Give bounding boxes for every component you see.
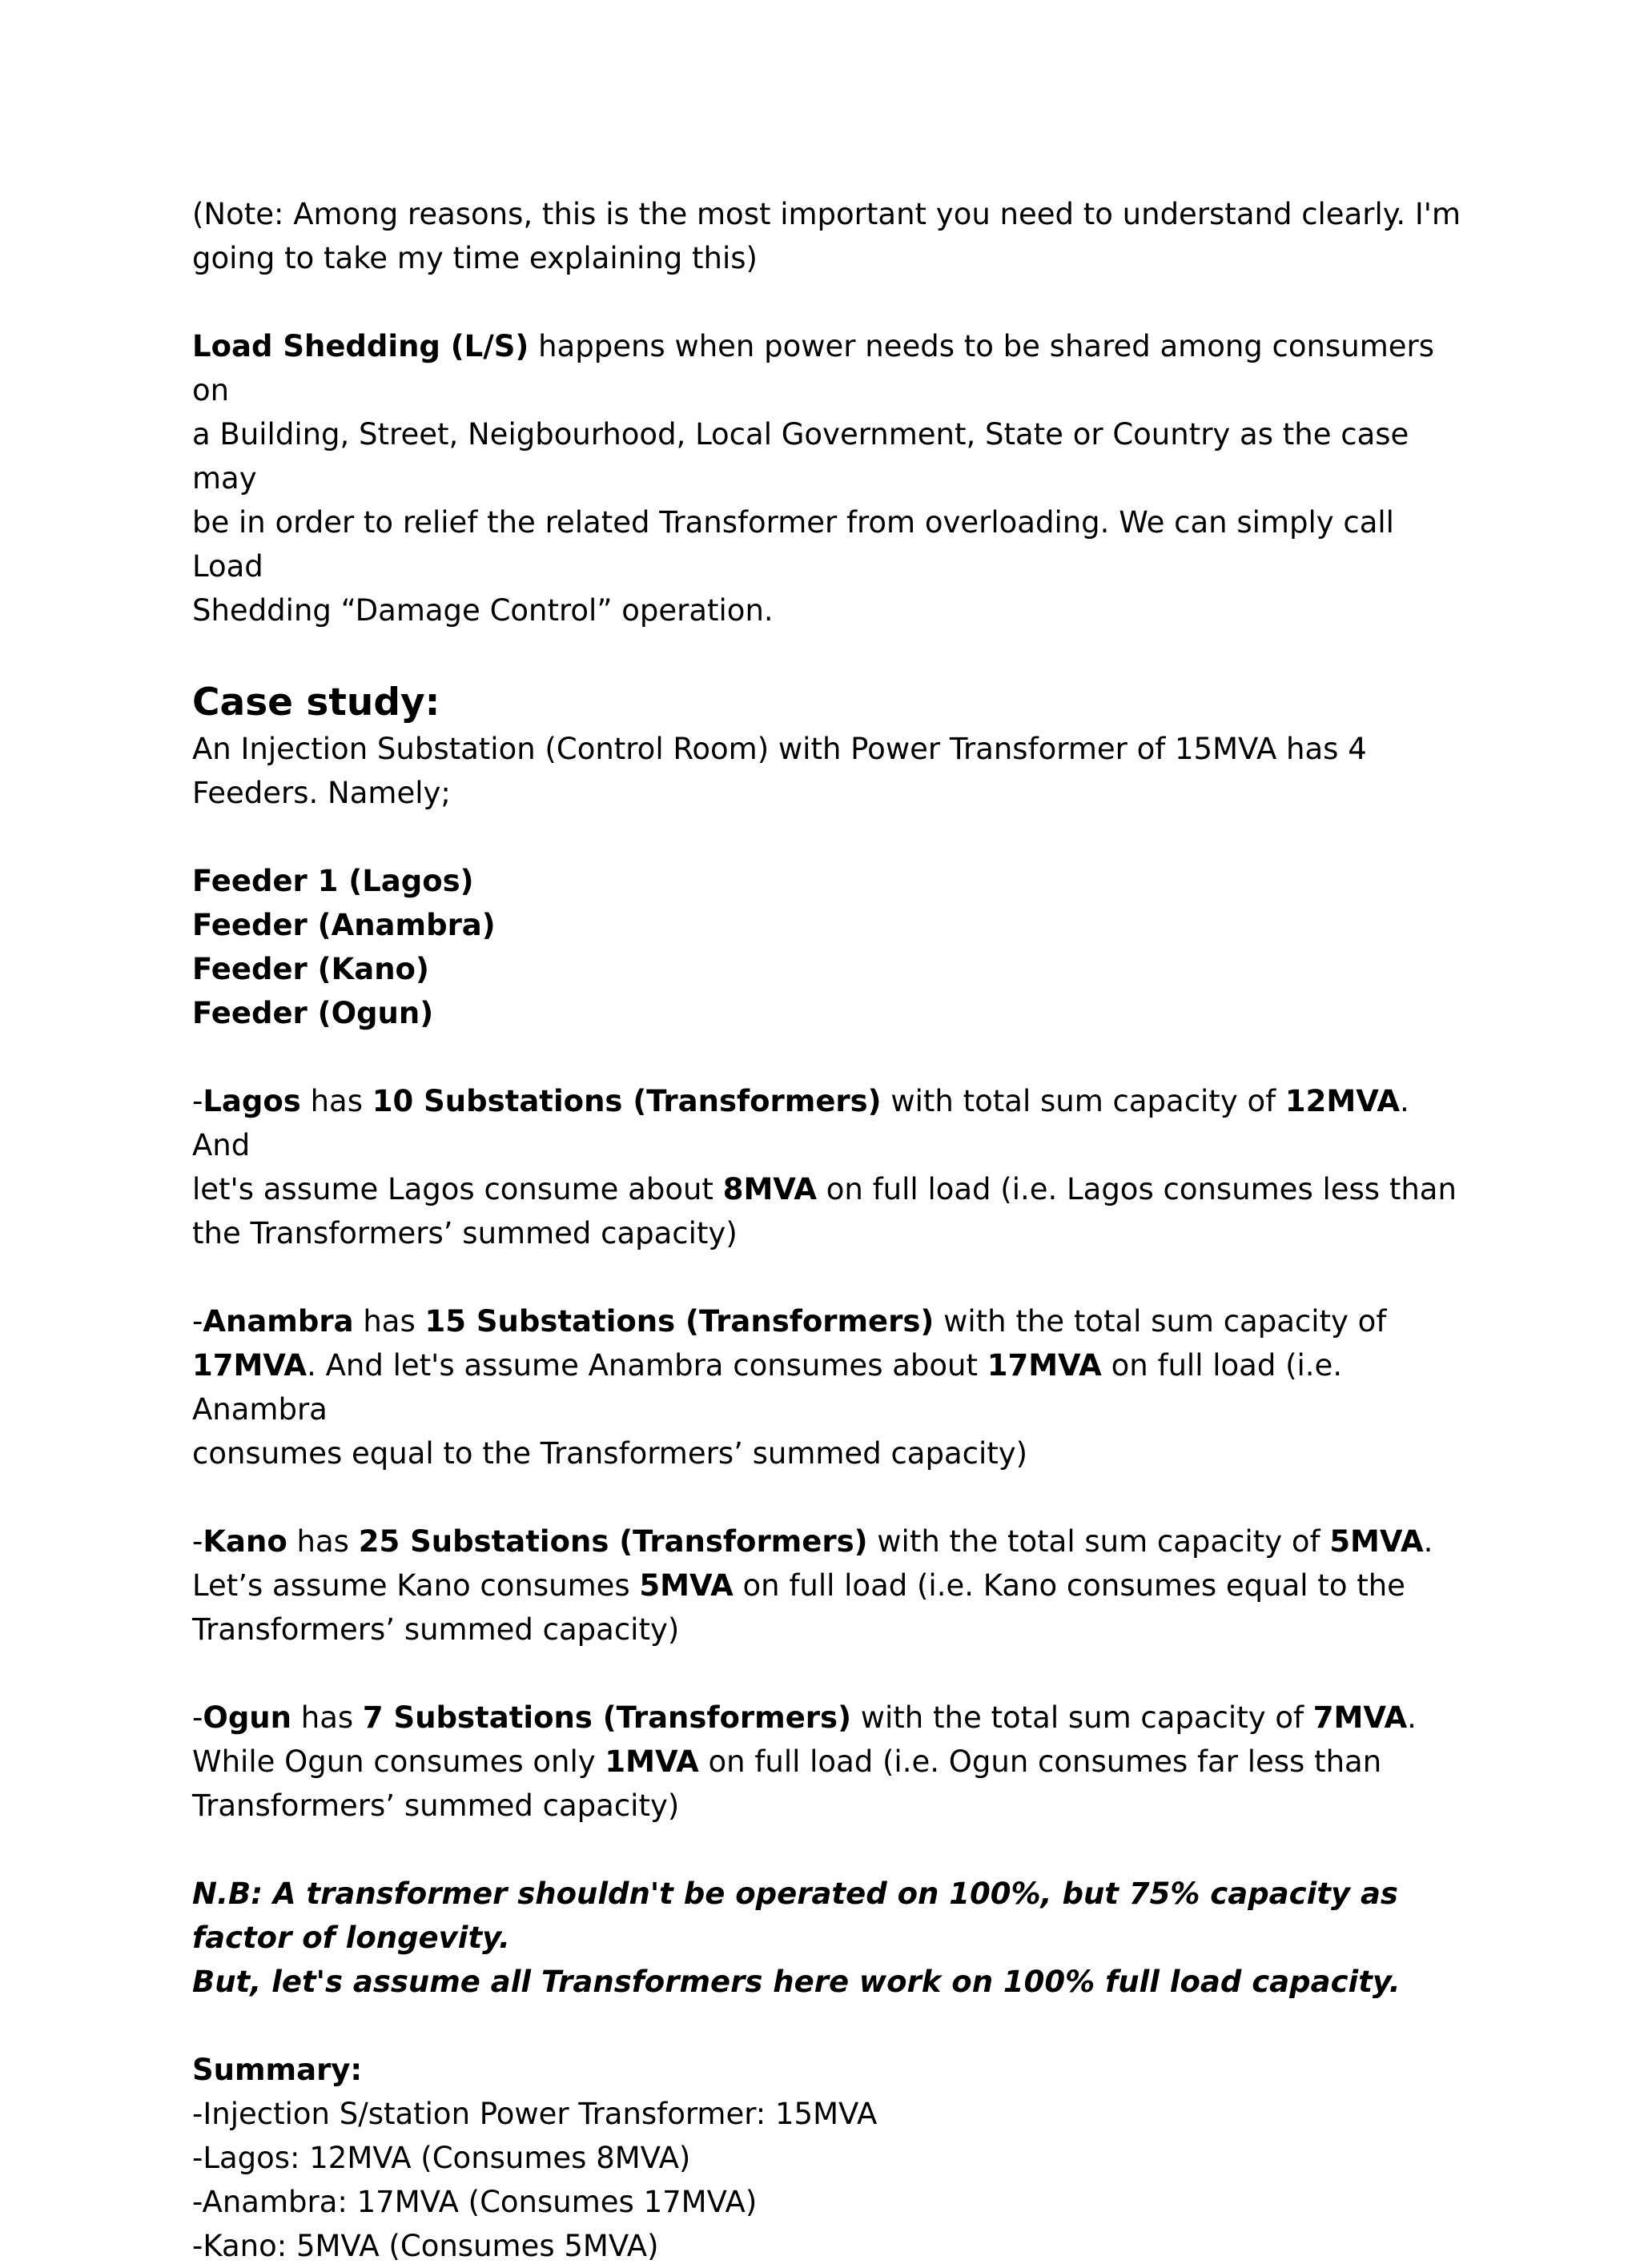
spacer: [192, 1828, 1473, 1872]
spacer: [192, 1035, 1473, 1079]
kano-paragraph: [192, 1519, 1473, 1652]
anambra-line: [192, 1343, 1473, 1431]
lagos-paragraph: [192, 1079, 1473, 1255]
text-run: happens when power needs to be shared among consumers on: [192, 329, 1434, 407]
capacity-value: 12MVA: [1284, 1084, 1400, 1118]
nb-line: factor of longevity.: [192, 1921, 510, 1955]
substation-count: 10 Substations (Transformers): [372, 1084, 882, 1118]
text-run: with the total sum capacity of: [851, 1700, 1313, 1735]
substation-count: 25 Substations (Transformers): [358, 1524, 868, 1559]
capacity-value: 17MVA: [192, 1348, 308, 1383]
feeder-item: Feeder 1 (Lagos): [192, 864, 474, 898]
ogun-line: [192, 1740, 1473, 1784]
load-value: 8MVA: [722, 1172, 818, 1206]
text-run: on full load (i.e. Ogun consumes far less than: [698, 1744, 1382, 1779]
case-study-heading: Case study:: [192, 680, 440, 725]
substation-count: 7 Substations (Transformers): [362, 1700, 851, 1735]
text-run: . And let's assume Anambra consumes about: [307, 1348, 987, 1383]
text-run: has: [353, 1304, 425, 1339]
summary-item: -Anambra: 17MVA (Consumes 17MVA): [192, 2185, 758, 2219]
nb-line: But, let's assume all Transformers here work on 100% full load capacity.: [192, 1965, 1401, 1999]
case-study-line: An Injection Substation (Control Room) with Power Transformer of 15MVA has 4: [192, 732, 1367, 766]
text-run: with the total sum capacity of: [867, 1524, 1330, 1559]
note-paragraph: [192, 192, 1473, 280]
spacer: [192, 280, 1473, 324]
lagos-line: [192, 1167, 1473, 1211]
feeder-item: Feeder (Kano): [192, 952, 429, 986]
anambra-line: consumes equal to the Transformers’ summed capacity): [192, 1436, 1028, 1471]
note-line: (Note: Among reasons, this is the most important you need to understand clearly. I'm: [192, 197, 1461, 231]
text-run: .: [1423, 1524, 1433, 1559]
text-run: has: [291, 1700, 363, 1735]
note-line: going to take my time explaining this): [192, 241, 758, 275]
text-run: -: [192, 1304, 203, 1339]
text-run: on full load (i.e. Anambra: [192, 1348, 1343, 1427]
spacer: [192, 1652, 1473, 1696]
text-run: has: [287, 1524, 359, 1559]
case-study-line: Feeders. Namely;: [192, 776, 451, 810]
kano-line: [192, 1519, 1473, 1564]
lagos-line: [192, 1079, 1473, 1167]
load-value: 17MVA: [987, 1348, 1102, 1383]
summary-item: -Lagos: 12MVA (Consumes 8MVA): [192, 2141, 691, 2175]
text-run: -: [192, 1700, 203, 1735]
anambra-line: [192, 1299, 1473, 1343]
text-run: let's assume Lagos consume about: [192, 1172, 723, 1206]
kano-line: Transformers’ summed capacity): [192, 1612, 680, 1647]
spacer: [192, 2004, 1473, 2048]
feeder-item: Feeder (Ogun): [192, 996, 434, 1030]
load-value: 5MVA: [639, 1568, 734, 1603]
load-shedding-line: be in order to relief the related Transformer from overloading. We can simply call Load: [192, 505, 1394, 584]
feeder-list: [192, 859, 1473, 1035]
lagos-line: the Transformers’ summed capacity): [192, 1216, 738, 1250]
summary-section: [192, 2048, 1473, 2268]
nb-paragraph: [192, 1872, 1473, 2004]
ogun-paragraph: [192, 1696, 1473, 1828]
case-study-section: [192, 679, 1473, 815]
ogun-line: Transformers’ summed capacity): [192, 1788, 680, 1823]
load-value: 1MVA: [605, 1744, 699, 1779]
feeder-name: Anambra: [203, 1304, 354, 1339]
spacer: [192, 815, 1473, 859]
text-run: with total sum capacity of: [881, 1084, 1285, 1118]
text-run: -: [192, 1524, 203, 1559]
load-shedding-line: Shedding “Damage Control” operation.: [192, 593, 774, 628]
text-run: . And: [192, 1084, 1409, 1162]
substation-count: 15 Substations (Transformers): [424, 1304, 935, 1339]
text-run: on full load (i.e. Lagos consumes less than: [817, 1172, 1457, 1206]
text-run: -: [192, 1084, 203, 1118]
text-run: Let’s assume Kano consumes: [192, 1568, 640, 1603]
text-run: with the total sum capacity of: [934, 1304, 1387, 1339]
load-shedding-term: Load Shedding (L/S): [192, 329, 529, 363]
feeder-name: Kano: [203, 1524, 287, 1559]
spacer: [192, 632, 1473, 679]
kano-line: [192, 1564, 1473, 1608]
summary-heading: Summary:: [192, 2053, 363, 2087]
document-page: [192, 192, 1473, 2268]
capacity-value: 7MVA: [1312, 1700, 1408, 1735]
summary-item: -Kano: 5MVA (Consumes 5MVA): [192, 2229, 659, 2263]
text-run: has: [300, 1084, 372, 1118]
nb-line: N.B: A transformer shouldn't be operated on 100%, but 75% capacity as: [192, 1877, 1398, 1911]
spacer: [192, 1475, 1473, 1519]
text-run: .: [1407, 1700, 1417, 1735]
text-run: on full load (i.e. Kano consumes equal to the: [733, 1568, 1405, 1603]
summary-item: -Injection S/station Power Transformer: 15MVA: [192, 2097, 878, 2131]
anambra-paragraph: [192, 1299, 1473, 1475]
load-shedding-line: [192, 324, 1473, 412]
feeder-name: Lagos: [203, 1084, 301, 1118]
text-run: While Ogun consumes only: [192, 1744, 605, 1779]
feeder-item: Feeder (Anambra): [192, 908, 496, 942]
ogun-line: [192, 1696, 1473, 1740]
capacity-value: 5MVA: [1329, 1524, 1424, 1559]
spacer: [192, 1255, 1473, 1299]
load-shedding-paragraph: [192, 324, 1473, 632]
feeder-name: Ogun: [203, 1700, 291, 1735]
load-shedding-line: a Building, Street, Neigbourhood, Local Government, State or Country as the case may: [192, 417, 1409, 496]
